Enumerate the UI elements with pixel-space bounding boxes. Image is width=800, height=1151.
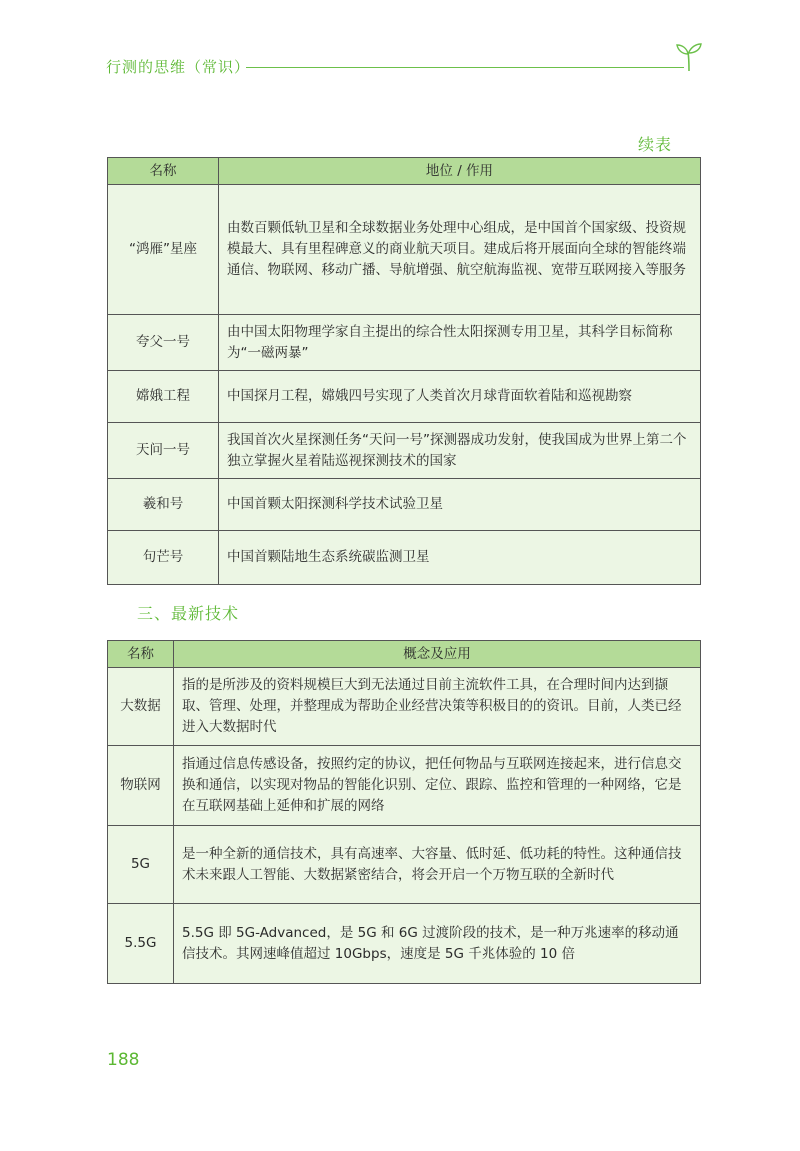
table-row xyxy=(108,185,701,315)
row-description: 中国探月工程，嫦娥四号实现了人类首次月球背面软着陆和巡视勘察 xyxy=(219,371,701,423)
row-description: 中国首颗陆地生态系统碳监测卫星 xyxy=(219,531,701,585)
row-name: 5G xyxy=(108,826,174,904)
table-row xyxy=(108,531,701,585)
table-row xyxy=(108,315,701,371)
row-description: 指通过信息传感设备，按照约定的协议，把任何物品与互联网连接起来，进行信息交换和通信，以实现对物品的智能化识别、定位、跟踪、监控和管理的一种网络，它是在互联网基础上延伸和扩展的网络 xyxy=(174,746,701,826)
continued-label: 续表 xyxy=(637,135,672,154)
row-description: 是一种全新的通信技术，具有高速率、大容量、低时延、低功耗的特性。这种通信技术未来跟人工智能、大数据紧密结合，将会开启一个万物互联的全新时代 xyxy=(174,826,701,904)
row-description: 中国首颗太阳探测科学技术试验卫星 xyxy=(219,479,701,531)
running-header-title: 行测的思维（常识） xyxy=(106,58,251,76)
header-divider xyxy=(246,67,684,68)
row-name: 夸父一号 xyxy=(108,315,219,371)
row-name: 天问一号 xyxy=(108,423,219,479)
column-header-role: 地位 / 作用 xyxy=(219,158,701,185)
table-row xyxy=(108,479,701,531)
row-name: 5.5G xyxy=(108,904,174,984)
table-row xyxy=(108,423,701,479)
row-name: “鸿雁”星座 xyxy=(108,185,219,315)
row-description: 5.5G 即 5G-Advanced，是 5G 和 6G 过渡阶段的技术，是一种万兆速率的移动通信技术。其网速峰值超过 10Gbps，速度是 5G 千兆体验的 10 倍 xyxy=(174,904,701,984)
technology-table xyxy=(107,640,701,984)
row-description: 由中国太阳物理学家自主提出的综合性太阳探测专用卫星，其科学目标简称为“一磁两暴” xyxy=(219,315,701,371)
row-name: 羲和号 xyxy=(108,479,219,531)
row-name: 句芒号 xyxy=(108,531,219,585)
column-header-name: 名称 xyxy=(108,158,219,185)
column-header-name: 名称 xyxy=(108,641,174,668)
row-description: 由数百颗低轨卫星和全球数据业务处理中心组成，是中国首个国家级、投资规模最大、具有里程碑意义的商业航天项目。建成后将开展面向全球的智能终端通信、物联网、移动广播、导航增强、航空航海监视、宽带互联网接入等服务 xyxy=(219,185,701,315)
table-row xyxy=(108,668,701,746)
row-description: 指的是所涉及的资料规模巨大到无法通过目前主流软件工具，在合理时间内达到撷取、管理、处理，并整理成为帮助企业经营决策等积极目的的资讯。目前，人类已经进入大数据时代 xyxy=(174,668,701,746)
table-row xyxy=(108,746,701,826)
row-name: 物联网 xyxy=(108,746,174,826)
table-row xyxy=(108,371,701,423)
row-description: 我国首次火星探测任务“天问一号”探测器成功发射，使我国成为世界上第二个独立掌握火星着陆巡视探测技术的国家 xyxy=(219,423,701,479)
satellite-table xyxy=(107,157,701,585)
table-row xyxy=(108,904,701,984)
table-row xyxy=(108,826,701,904)
page-number: 188 xyxy=(107,1050,140,1070)
column-header-concept: 概念及应用 xyxy=(174,641,701,668)
section-title: 三、最新技术 xyxy=(137,604,240,623)
row-name: 大数据 xyxy=(108,668,174,746)
row-name: 嫦娥工程 xyxy=(108,371,219,423)
table-header-row xyxy=(108,641,701,668)
table-header-row xyxy=(108,158,701,185)
sprout-icon xyxy=(676,42,702,72)
